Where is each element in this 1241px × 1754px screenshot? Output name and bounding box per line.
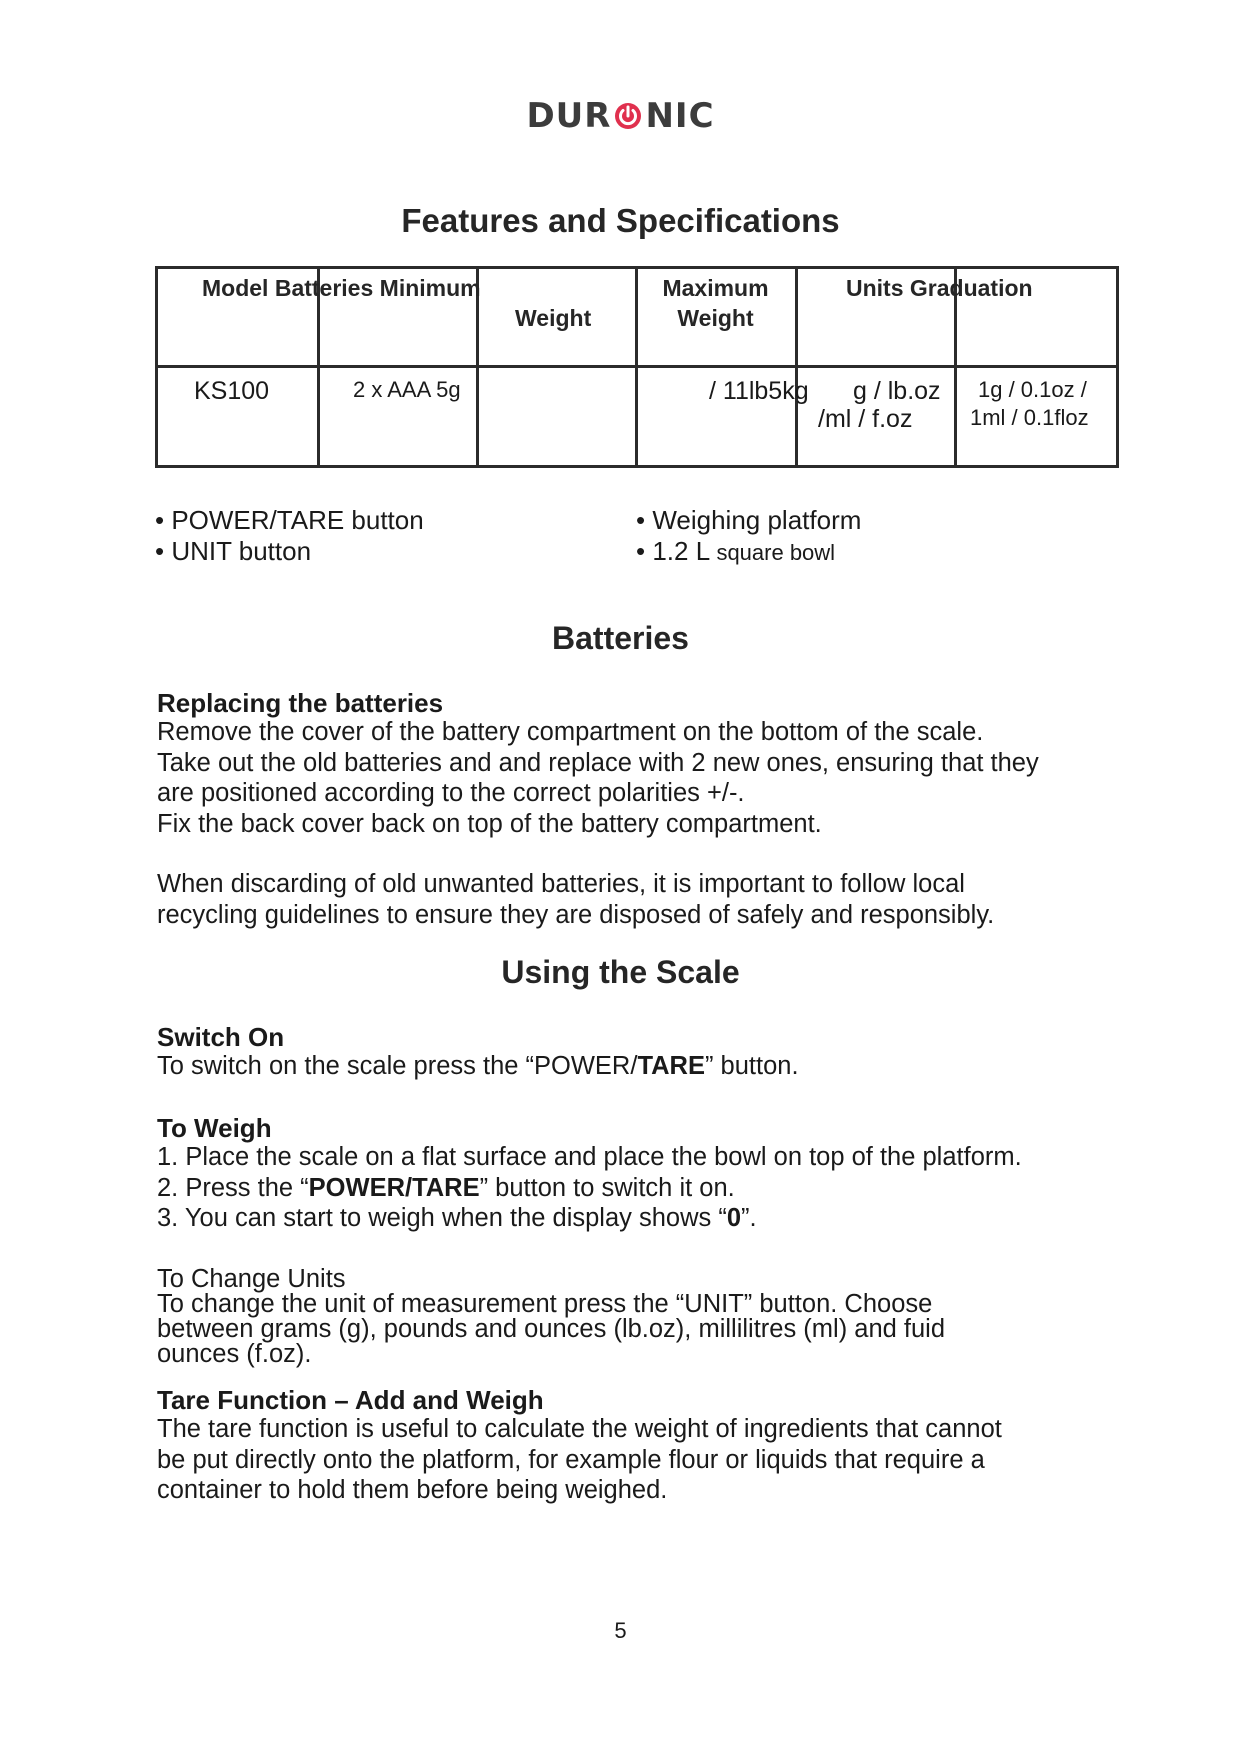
text-run-bold: POWER/TARE [308,1173,480,1202]
text-run-bold: 0 [726,1204,742,1232]
paragraph-line: ounces (f.oz). [157,1340,312,1368]
feature-list-right [636,505,861,568]
cell-units-line1: g / lb.oz [853,377,941,405]
replacing-batteries-heading: Replacing the batteries [157,688,444,718]
text-run: To switch on the scale press the “POWER/ [157,1052,638,1080]
text-run-bold: TARE [637,1052,705,1080]
header-maximum: Maximum [662,275,769,301]
paragraph-line: Fix the back cover back on top of the battery compartment. [157,809,822,838]
paragraph-line: Take out the old batteries and and replace with 2 new ones, ensuring that they [157,748,1039,777]
text-run: ” button. [704,1052,799,1080]
cell-graduation-line2: 1ml / 0.1floz [970,405,1089,430]
cell-graduation-line1: 1g / 0.1oz / [978,377,1087,402]
cell-batteries-minimum: 2 x AAA 5g [353,377,461,402]
switch-on-heading: Switch On [157,1022,285,1052]
paragraph-line: To change the unit of measurement press the “UNIT” button. Choose [157,1290,933,1318]
recycling-text [157,869,1127,930]
paragraph-line: between grams (g), pounds and ounces (lb.oz), millilitres (ml) and fuid [157,1315,946,1343]
list-item: 1. Place the scale on a flat surface and place the bowl on top of the platform. [157,1143,1022,1171]
power-icon [613,101,643,131]
paragraph-line: When discarding of old unwanted batteries, it is important to follow local [157,870,965,898]
change-units-heading: To Change Units [157,1265,346,1293]
brand-logo [0,96,1241,136]
logo-text-left: DUR [526,96,612,136]
text-run: ” button to switch it on. [479,1173,735,1202]
paragraph-line: recycling guidelines to ensure they are disposed of safely and responsibly. [157,900,995,929]
tare-heading: Tare Function – Add and Weigh [157,1385,544,1415]
replacing-batteries-text [157,717,1127,839]
change-units-text [157,1292,1127,1367]
list-item [636,536,861,568]
cell-max-weight: / 11lb5kg [709,377,809,405]
spec-table [155,266,1119,468]
list-item [157,1203,1127,1234]
header-units-graduation: Units Graduation [846,275,1033,301]
paragraph-line: The tare function is useful to calculate the weight of ingredients that cannot [157,1415,1002,1443]
cell-model: KS100 [194,377,270,405]
bullet-prefix: • 1.2 L [636,536,710,566]
table-divider [158,365,1116,368]
list-item: • Weighing platform [636,505,862,535]
text-run: 3. You can start to weigh when the display shows “ [157,1204,727,1232]
batteries-title: Batteries [552,620,689,656]
page-number: 5 [614,1618,627,1643]
paragraph-line: Remove the cover of the battery compartment on the bottom of the scale. [157,718,984,746]
cell-units-line2: /ml / f.oz [818,405,913,433]
bullet-suffix: square bowl [716,540,836,565]
tare-text [157,1414,1127,1506]
text-run: ”. [741,1204,757,1232]
features-title: Features and Specifications [401,202,840,239]
header-model-batteries-minimum: Model Batteries Minimum [202,275,481,301]
to-weigh-heading: To Weigh [157,1113,272,1143]
paragraph-line: are positioned according to the correct polarities +/-. [157,779,745,807]
paragraph-line: be put directly onto the platform, for example flour or liquids that require a [157,1445,985,1474]
switch-on-text [157,1051,1127,1082]
list-item: • UNIT button [155,536,312,566]
feature-list-left [155,505,424,567]
logo-text-right: NIC [645,96,715,136]
header-maximum-weight: Weight [677,305,754,331]
text-run: 2. Press the “ [157,1173,309,1202]
using-scale-title: Using the Scale [501,954,740,990]
list-item: • POWER/TARE button [155,505,424,535]
list-item [157,1173,1127,1204]
paragraph-line: container to hold them before being weighed. [157,1476,668,1504]
to-weigh-steps [157,1142,1127,1234]
header-weight: Weight [515,305,592,331]
